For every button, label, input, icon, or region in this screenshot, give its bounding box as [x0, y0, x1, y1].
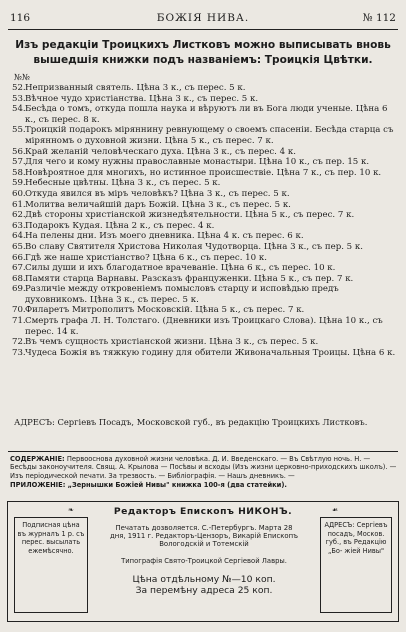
list-item	[12, 189, 398, 200]
contents-text: Первооснова духовной жизни человѣка. Д. И. Введенскаго. — Въ Свѣтлую ночь. Н. — Бесѣды законоучителя. Свящ. А. Крылова — Посѣвы и всходы (Изъ жизни церковно-приходскихъ школъ). — Изъ періодической печати. За трезвость. — Библіографія. — Нашъ дневникъ. —	[10, 455, 397, 480]
item-number: 58.	[12, 167, 26, 178]
item-text: Двѣ стороны христіанской жизнедѣятельности. Цѣна 5 к., съ перес. 7 к.	[25, 210, 355, 221]
list-item	[12, 337, 398, 348]
item-number: 73.	[12, 347, 26, 358]
item-text: Троицкій подарокъ міряннину ревнующему о своемъ спасеніи. Бесѣда старца съ мірянномъ о духовной жизни. Цѣна 5 к., съ перес. 7 к.	[25, 125, 394, 146]
censor-line-3: Вологодскій и Тотемскій	[159, 540, 249, 549]
announcement-heading	[10, 38, 396, 68]
contents-rule	[8, 451, 398, 452]
subscription-box	[14, 517, 88, 613]
list-item	[12, 125, 398, 146]
list-item	[12, 284, 398, 305]
header-rule	[8, 29, 398, 30]
page-header	[8, 12, 398, 28]
item-number: 60.	[12, 188, 26, 199]
list-item	[12, 305, 398, 316]
appendix-text: „Зернышки Божіей Нивы" книжка 100-я (два статейки).	[67, 481, 287, 490]
item-number: 61.	[12, 199, 26, 210]
item-text: На пелены дни. Изъ моего дневника. Цѣна 4 к. съ перес. 6 к.	[25, 231, 304, 242]
item-text: Для чего и кому нужны православные монастыри. Цѣна 10 к., съ пер. 15 к.	[25, 157, 370, 168]
price-line-2: За перемѣну адреса 25 коп.	[135, 584, 273, 596]
list-item	[12, 231, 398, 242]
item-text: Филаретъ Митрополитъ Московскій. Цѣна 5 к., съ перес. 7 к.	[25, 305, 305, 316]
appendix-label: ПРИЛОЖЕНІЕ:	[10, 481, 66, 490]
list-item	[12, 200, 398, 211]
item-number: 55.	[12, 125, 26, 136]
item-text: Гдѣ же наше христіанство? Цѣна 6 к., съ перес. 10 к.	[25, 252, 267, 263]
item-text: Молитва величайшій даръ Божій. Цѣна 3 к., съ перес. 5 к.	[25, 199, 291, 210]
item-number: 66.	[12, 252, 26, 263]
item-text: Край желаній человѣческаго духа. Цѣна 3 к., съ перес. 4 к.	[25, 146, 296, 157]
list-item	[12, 210, 398, 221]
heading-line-1: Изъ редакціи Троицкихъ Листковъ можно выписывать вновь	[15, 39, 391, 51]
list-item	[12, 348, 398, 359]
item-text: Чудеса Божія въ тяжкую годину для обители Живоначальныя Троицы. Цѣна 6 к.	[25, 347, 396, 358]
list-item	[12, 178, 398, 189]
footer-frame	[7, 501, 399, 622]
item-text: Новѣроятное для многихъ, но истинное происшествіе. Цѣна 7 к., съ пер. 10 к.	[25, 167, 382, 178]
item-number: 71.	[12, 316, 26, 327]
price-line-1: Цѣна отдѣльному №—10 коп.	[132, 574, 276, 585]
heading-line-2: вышедшія книжки подъ названіемъ: Троицкія Цвѣтки.	[33, 54, 373, 66]
subscription-text: Подписная цѣна въ журналъ 1 р. съ перес. высылать ежемѣсячно.	[17, 521, 85, 555]
list-item	[12, 104, 398, 125]
list-item	[12, 253, 398, 264]
list-item	[12, 263, 398, 274]
item-number: 59.	[12, 178, 26, 189]
item-text: Вѣчное чудо христіанства. Цѣна 3 к., съ перес. 5 к.	[25, 93, 259, 104]
item-number: 65.	[12, 241, 26, 252]
item-text: Во славу Святителя Христова Николая Чудотворца. Цѣна 3 к., съ пер. 5 к.	[25, 241, 363, 252]
ornament-left-icon: ❧	[68, 506, 74, 514]
contents-block	[10, 455, 398, 490]
censor-line-1: Печатать дозволяется. С.-Петербургъ. Марта 28	[115, 524, 293, 532]
item-number: 64.	[12, 231, 26, 242]
list-item	[12, 94, 398, 105]
item-number: 63.	[12, 220, 26, 231]
item-number: 62.	[12, 210, 26, 221]
journal-title: БОЖІЯ НИВА.	[156, 12, 250, 24]
address-box-text: АДРЕСЪ: Сергіевъ посадъ, Москов. губ., въ Редакцію „Бо- жіей Нивы"	[324, 521, 388, 555]
item-number: 52.	[12, 83, 26, 93]
item-text: Небесные цвѣтны. Цѣна 3 к., съ перес. 5 к.	[25, 178, 221, 189]
item-number: 69.	[12, 284, 26, 295]
editor-line: Редакторъ Епископъ НИКОНЪ.	[113, 506, 293, 517]
numbers-label: №№	[14, 73, 31, 83]
list-item	[12, 157, 398, 168]
item-text: Непризванный святель. Цѣна 3 к., съ перес. 5 к.	[25, 83, 246, 93]
item-number: 70.	[12, 305, 26, 316]
item-number: 54.	[12, 104, 26, 115]
item-text: Различіе между откровеніемъ помысловъ старцу и исповѣдью предъ духовникомъ. Цѣна 3 к., съ перес. 5 к.	[25, 284, 339, 305]
item-number: 72.	[12, 337, 26, 348]
booklet-list	[12, 83, 398, 358]
list-item	[12, 274, 398, 285]
appendix-line	[10, 481, 398, 489]
item-number: 56.	[12, 146, 26, 157]
ornament-right-icon: ☙	[331, 506, 338, 514]
item-text: Памяти старца Варнавы. Разсказъ француженки. Цѣна 5 к., съ пер. 7 к.	[25, 273, 354, 284]
item-number: 53.	[12, 93, 26, 104]
item-text: Подарокъ Кудая. Цѣна 2 к., съ перес. 4 к.	[25, 220, 215, 231]
censor-line-2: дня, 1911 г. Редакторъ-Цензоръ, Викарій Епископъ	[109, 532, 299, 541]
address-note: АДРЕСЪ: Сергіевъ Посадъ, Московской губ., въ редакцію Троицкихъ Листковъ.	[14, 417, 368, 427]
item-text: Бесѣда о томъ, откуда пошла наука и вѣруютъ ли въ Бога люди ученые. Цѣна 6 к., съ перес. 8 к.	[25, 104, 388, 125]
list-item	[12, 83, 398, 94]
item-text: Силы души и ихъ благодатное врачеваніе. Цѣна 6 к., съ перес. 10 к.	[25, 263, 336, 274]
list-item	[12, 316, 398, 337]
list-item	[12, 242, 398, 253]
address-box	[320, 517, 392, 613]
list-item	[12, 221, 398, 232]
issue-number: № 112	[362, 12, 396, 24]
item-text: Смерть графа Л. Н. Толстаго. (Дневники изъ Троицкаго Слова). Цѣна 10 к., съ перес. 14 к.	[25, 316, 383, 337]
item-number: 57.	[12, 157, 26, 168]
contents-label: СОДЕРЖАНІЕ:	[10, 455, 65, 463]
list-item	[12, 147, 398, 158]
item-number: 67.	[12, 263, 26, 274]
censor-note	[94, 524, 314, 549]
item-text: Въ чемъ сущность христіанской жизни. Цѣна 3 к., съ перес. 5 к.	[25, 337, 319, 348]
item-number: 68.	[12, 273, 26, 284]
price-block	[94, 575, 314, 596]
page-number: 116	[10, 12, 31, 24]
item-text: Откуда явился въ міръ человѣкъ? Цѣна 3 к., съ перес. 5 к.	[25, 188, 290, 199]
typography-line: Типографія Свято-Троицкой Сергіевой Лавры.	[121, 557, 287, 565]
list-item	[12, 168, 398, 179]
